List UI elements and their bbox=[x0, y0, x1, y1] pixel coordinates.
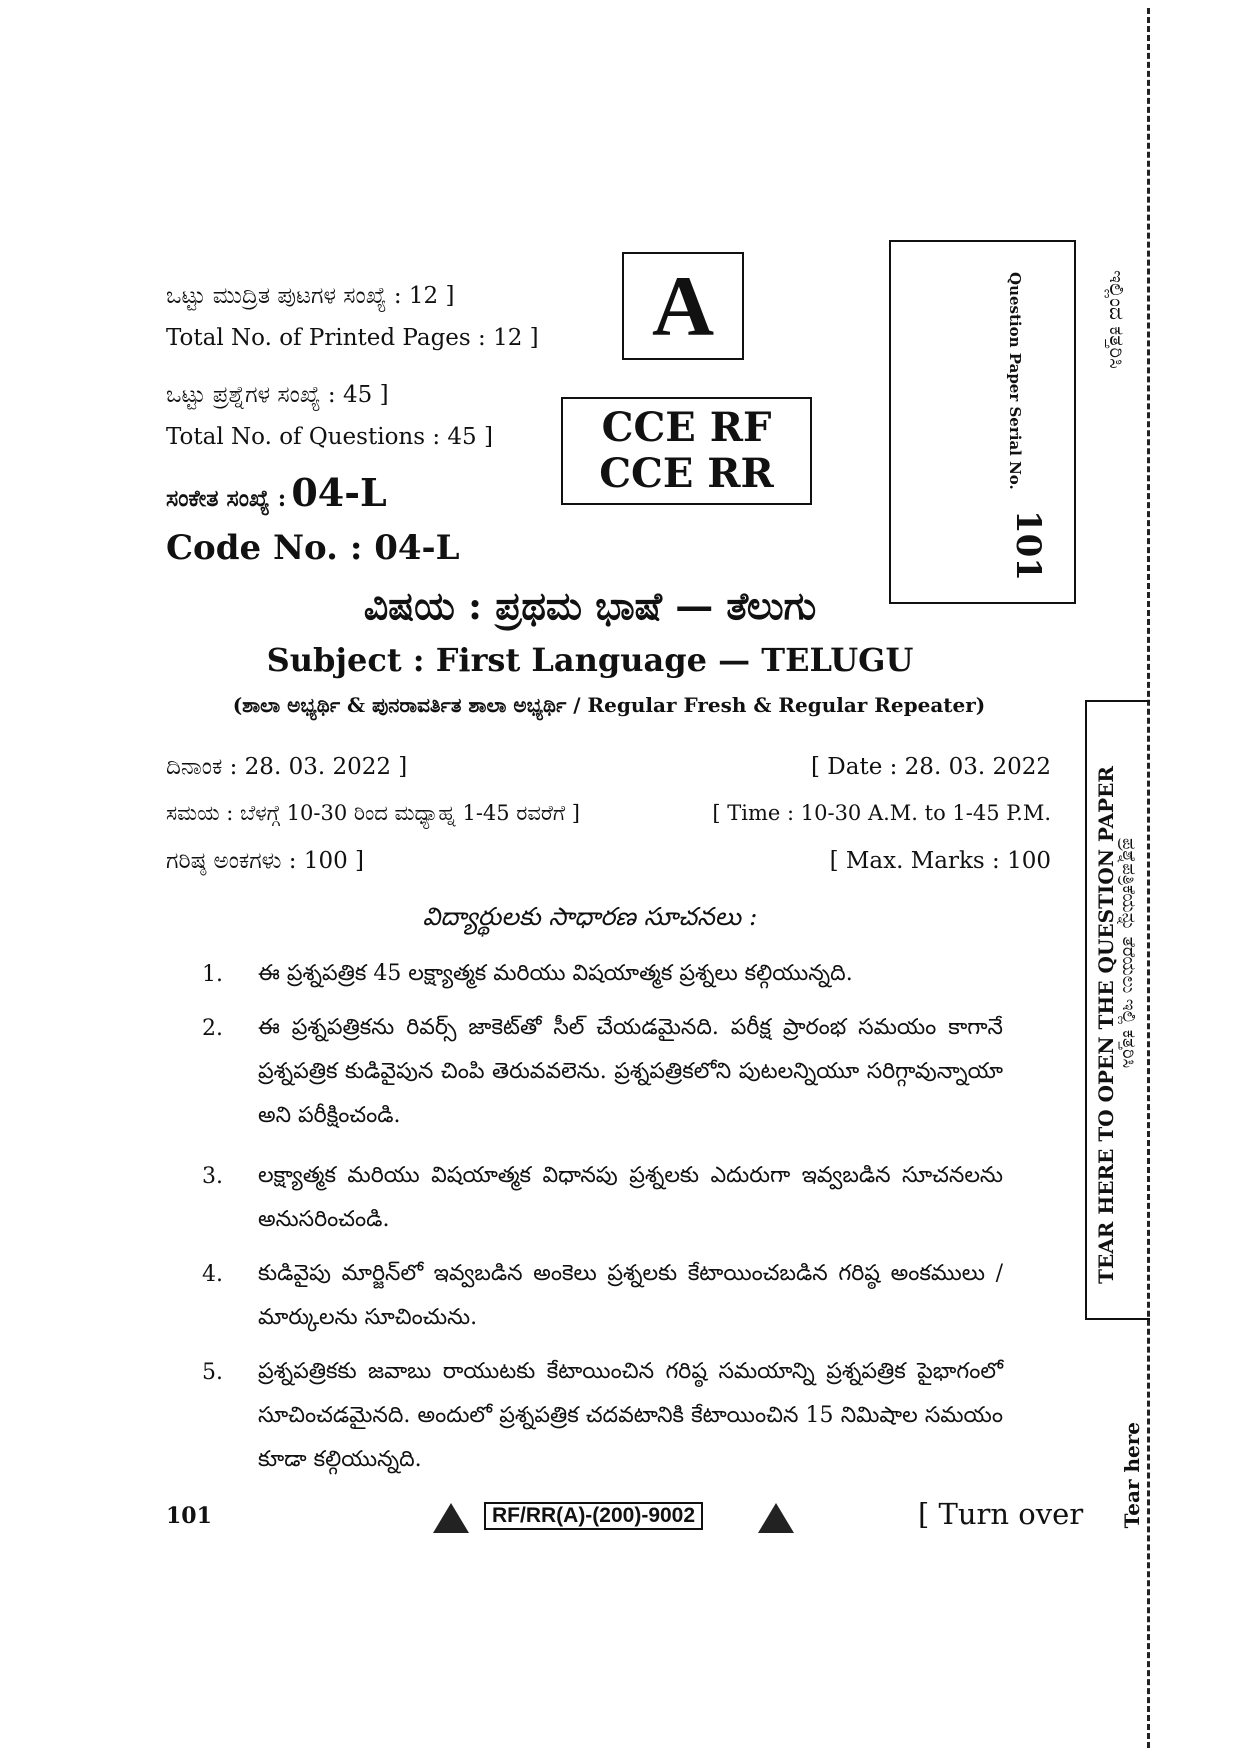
instruction-text: లక్ష్యాత్మక మరియు విషయాత్మక విధానపు ప్రశ్నలకు ఎదురుగా ఇవ్వబడిన సూచనలను అనుసరించండి. bbox=[258, 1163, 1003, 1232]
date-kannada: ದಿನಾಂಕ : 28. 03. 2022 ] bbox=[166, 754, 408, 780]
instruction-text: ఈ ప్రశ్నపత్రికను రివర్స్ జాకెట్‌తో సీల్ చేయడమైనది. పరీక్ష ప్రారంభ సమయం కాగానే ప్రశ్నపత్రిక కుడివైపున చింపి తెరువవలెను. ప్రశ్నపత్రికలోని పుటలన్నియూ సరిగ్గావున్నాయా అని పరీక్షించండి. bbox=[258, 1015, 1003, 1128]
instruction-text: కుడివైపు మార్జిన్‌లో ఇవ్వబడిన అంకెలు ప్రశ్నలకు కేటాయించబడిన గరిష్ఠ అంకములు / మార్కులను సూచించును. bbox=[258, 1261, 1003, 1330]
instruction-number: 1. bbox=[202, 962, 223, 987]
subject-kannada: ವಿಷಯ : ಪ್ರಥಮ ಭಾಷೆ — ತೆಲುಗು bbox=[363, 583, 817, 628]
serial-number-value: 101 bbox=[1008, 510, 1048, 581]
date-english: [ Date : 28. 03. 2022 bbox=[811, 754, 1051, 780]
tear-here-kannada: ಪ್ರಶ್ನೆಪತ್ರಿಕೆಯನ್ನು ತೆರೆಯಲು ಇಲ್ಲಿ ಕತ್ತರಿಸಿ bbox=[1118, 838, 1139, 1069]
instruction-number: 4. bbox=[202, 1262, 223, 1287]
instructions-title: విద్యార్థులకు సాధారణ సూచనలు : bbox=[422, 902, 758, 931]
cce-line-1: CCE RF bbox=[601, 404, 772, 451]
serial-number-label: Question Paper Serial No. bbox=[1006, 272, 1024, 490]
cce-box bbox=[561, 397, 812, 505]
cce-line-2: CCE RR bbox=[599, 450, 774, 497]
kannada-printed-pages: ಒಟ್ಟು ಮುದ್ರಿತ ಪುಟಗಳ ಸಂಖ್ಯೆ : 12 ] bbox=[166, 283, 455, 309]
time-kannada: ಸಮಯ : ಬೆಳಗ್ಗೆ 10-30 ರಿಂದ ಮಧ್ಯಾಹ್ನ 1-45 ರವರೆಗೆ ] bbox=[166, 801, 580, 825]
triangle-marker-icon bbox=[433, 1503, 469, 1533]
subject-english: Subject : First Language — TELUGU bbox=[266, 641, 914, 679]
instruction-number: 3. bbox=[202, 1164, 223, 1189]
tear-here-english: TEAR HERE TO OPEN THE QUESTION PAPER bbox=[1094, 766, 1118, 1284]
candidate-type: (ಶಾಲಾ ಅಭ್ಯರ್ಥಿ & ಪುನರಾವರ್ತಿತ ಶಾಲಾ ಅಭ್ಯರ್ಥಿ / Regular Fresh & Regular Repeater) bbox=[232, 693, 986, 717]
instruction-number: 2. bbox=[202, 1016, 223, 1041]
footer-paper-code: RF/RR(A)-(200)-9002 bbox=[484, 1502, 703, 1530]
footer-page-number: 101 bbox=[166, 1503, 212, 1529]
kannada-total-questions: ಒಟ್ಟು ಪ್ರಶ್ನೆಗಳ ಸಂಖ್ಯೆ : 45 ] bbox=[166, 382, 389, 408]
turn-over-label: [ Turn over bbox=[918, 1497, 1084, 1531]
tear-here-label: Tear here bbox=[1120, 1422, 1144, 1529]
time-english: [ Time : 10-30 A.M. to 1-45 P.M. bbox=[712, 801, 1051, 825]
english-code-number: Code No. : 04-L bbox=[166, 528, 460, 568]
side-cut-here-text: ಇಲ್ಲಿಂದ ಕತ್ತರಿಸಿ bbox=[1105, 270, 1129, 369]
triangle-marker-icon bbox=[758, 1503, 794, 1533]
instruction-text: ప్రశ్నపత్రికకు జవాబు రాయుటకు కేటాయించిన గరిష్ఠ సమయాన్ని ప్రశ్నపత్రిక పైభాగంలో సూచించడమైనది. అందులో ప్రశ్నపత్రిక చదవటానికి కేటాయించిన 15 నిమిషాల సమయం కూడా కల్గియున్నది. bbox=[258, 1359, 1003, 1472]
kannada-code-label: ಸಂಕೇತ ಸಂಖ್ಯೆ : bbox=[166, 485, 287, 512]
english-printed-pages: Total No. of Printed Pages : 12 ] bbox=[166, 325, 539, 351]
kannada-code-number bbox=[166, 470, 387, 515]
kannada-code-value: 04-L bbox=[291, 470, 387, 515]
paper-set-letter: A bbox=[651, 258, 715, 354]
max-marks-english: [ Max. Marks : 100 bbox=[829, 848, 1051, 874]
max-marks-kannada: ಗರಿಷ್ಠ ಅಂಕಗಳು : 100 ] bbox=[166, 848, 365, 874]
paper-set-box bbox=[622, 252, 744, 360]
instruction-number: 5. bbox=[202, 1360, 223, 1385]
instruction-text: ఈ ప్రశ్నపత్రిక 45 లక్ష్యాత్మక మరియు విషయాత్మక ప్రశ్నలు కల్గియున్నది. bbox=[258, 961, 853, 986]
english-total-questions: Total No. of Questions : 45 ] bbox=[166, 424, 493, 450]
